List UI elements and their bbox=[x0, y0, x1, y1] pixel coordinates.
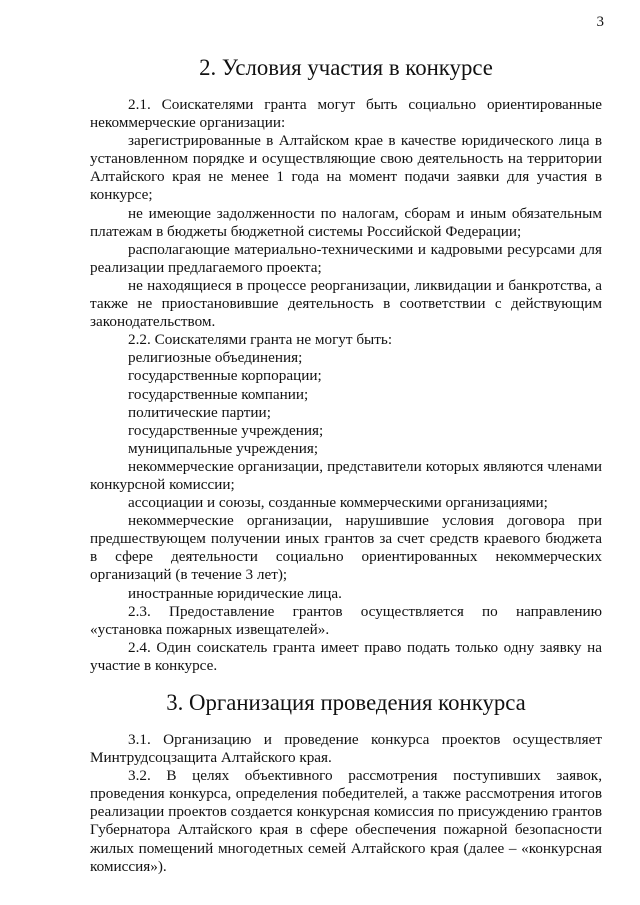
paragraph: не имеющие задолженности по налогам, сборам и иным обязательным платежам в бюджеты бюджетной системы Российской Федерации; bbox=[90, 204, 602, 240]
paragraph: политические партии; bbox=[128, 403, 271, 421]
paragraph: 3.1. Организацию и проведение конкурса проектов осуществляет Минтрудсоцзащита Алтайского края. bbox=[90, 731, 602, 767]
section-3-heading: 3. Организация проведения конкурса bbox=[166, 690, 526, 715]
paragraph: 3.2. В целях объективного рассмотрения поступивших заявок, проведения конкурса, определения победителей, а также рассмотрения итогов реализации проектов создается конкурсная комиссия по присуждению грантов Губернатора Алтайского края в сфере обеспечения пожарной безопасности жилых помещений многодетных семей Алтайского края (далее – «конкурсная комиссия»). bbox=[90, 767, 602, 875]
paragraph: 2.4. Один соискатель гранта имеет право подать только одну заявку на участие в конкурсе. bbox=[90, 638, 602, 674]
section-2-heading: 2. Условия участия в конкурсе bbox=[199, 55, 493, 80]
paragraph: муниципальные учреждения; bbox=[128, 439, 319, 457]
paragraph: зарегистрированные в Алтайском крае в качестве юридического лица в установленном порядке и осуществляющие свою деятельность на территории Алтайского края не менее 1 года на момент подачи заявки для участия в конкурсе; bbox=[90, 132, 602, 204]
page-number: 3 bbox=[596, 14, 604, 30]
paragraph: 2.3. Предоставление грантов осуществляется по направлению «установка пожарных извещателей». bbox=[90, 602, 602, 638]
section-2-body bbox=[90, 96, 602, 675]
paragraph: 2.1. Соискателями гранта могут быть социально ориентированные некоммерческие организации: bbox=[90, 96, 602, 132]
paragraph: не находящиеся в процессе реорганизации, ликвидации и банкротства, а также не приостановившие деятельность в соответствии с действующим законодательством. bbox=[90, 276, 602, 331]
paragraph: государственные учреждения; bbox=[128, 421, 324, 439]
paragraph: располагающие материально-техническими и кадровыми ресурсами для реализации предлагаемого проекта; bbox=[90, 240, 602, 276]
paragraph: государственные корпорации; bbox=[128, 367, 322, 385]
paragraph: некоммерческие организации, нарушившие условия договора при предшествующем получении иных грантов за счет средств краевого бюджета в сфере деятельности социально ориентированных некоммерческих организаций (в течение 3 лет); bbox=[90, 512, 602, 584]
section-3-body bbox=[90, 731, 602, 876]
paragraph: некоммерческие организации, представители которых являются членами конкурсной комиссии; bbox=[90, 457, 602, 493]
document-body bbox=[90, 55, 602, 876]
paragraph: религиозные объединения; bbox=[128, 349, 303, 367]
paragraph: государственные компании; bbox=[128, 385, 309, 403]
paragraph: ассоциации и союзы, созданные коммерческими организациями; bbox=[128, 494, 548, 512]
paragraph: иностранные юридические лица. bbox=[128, 584, 342, 602]
paragraph: 2.2. Соискателями гранта не могут быть: bbox=[128, 331, 393, 349]
